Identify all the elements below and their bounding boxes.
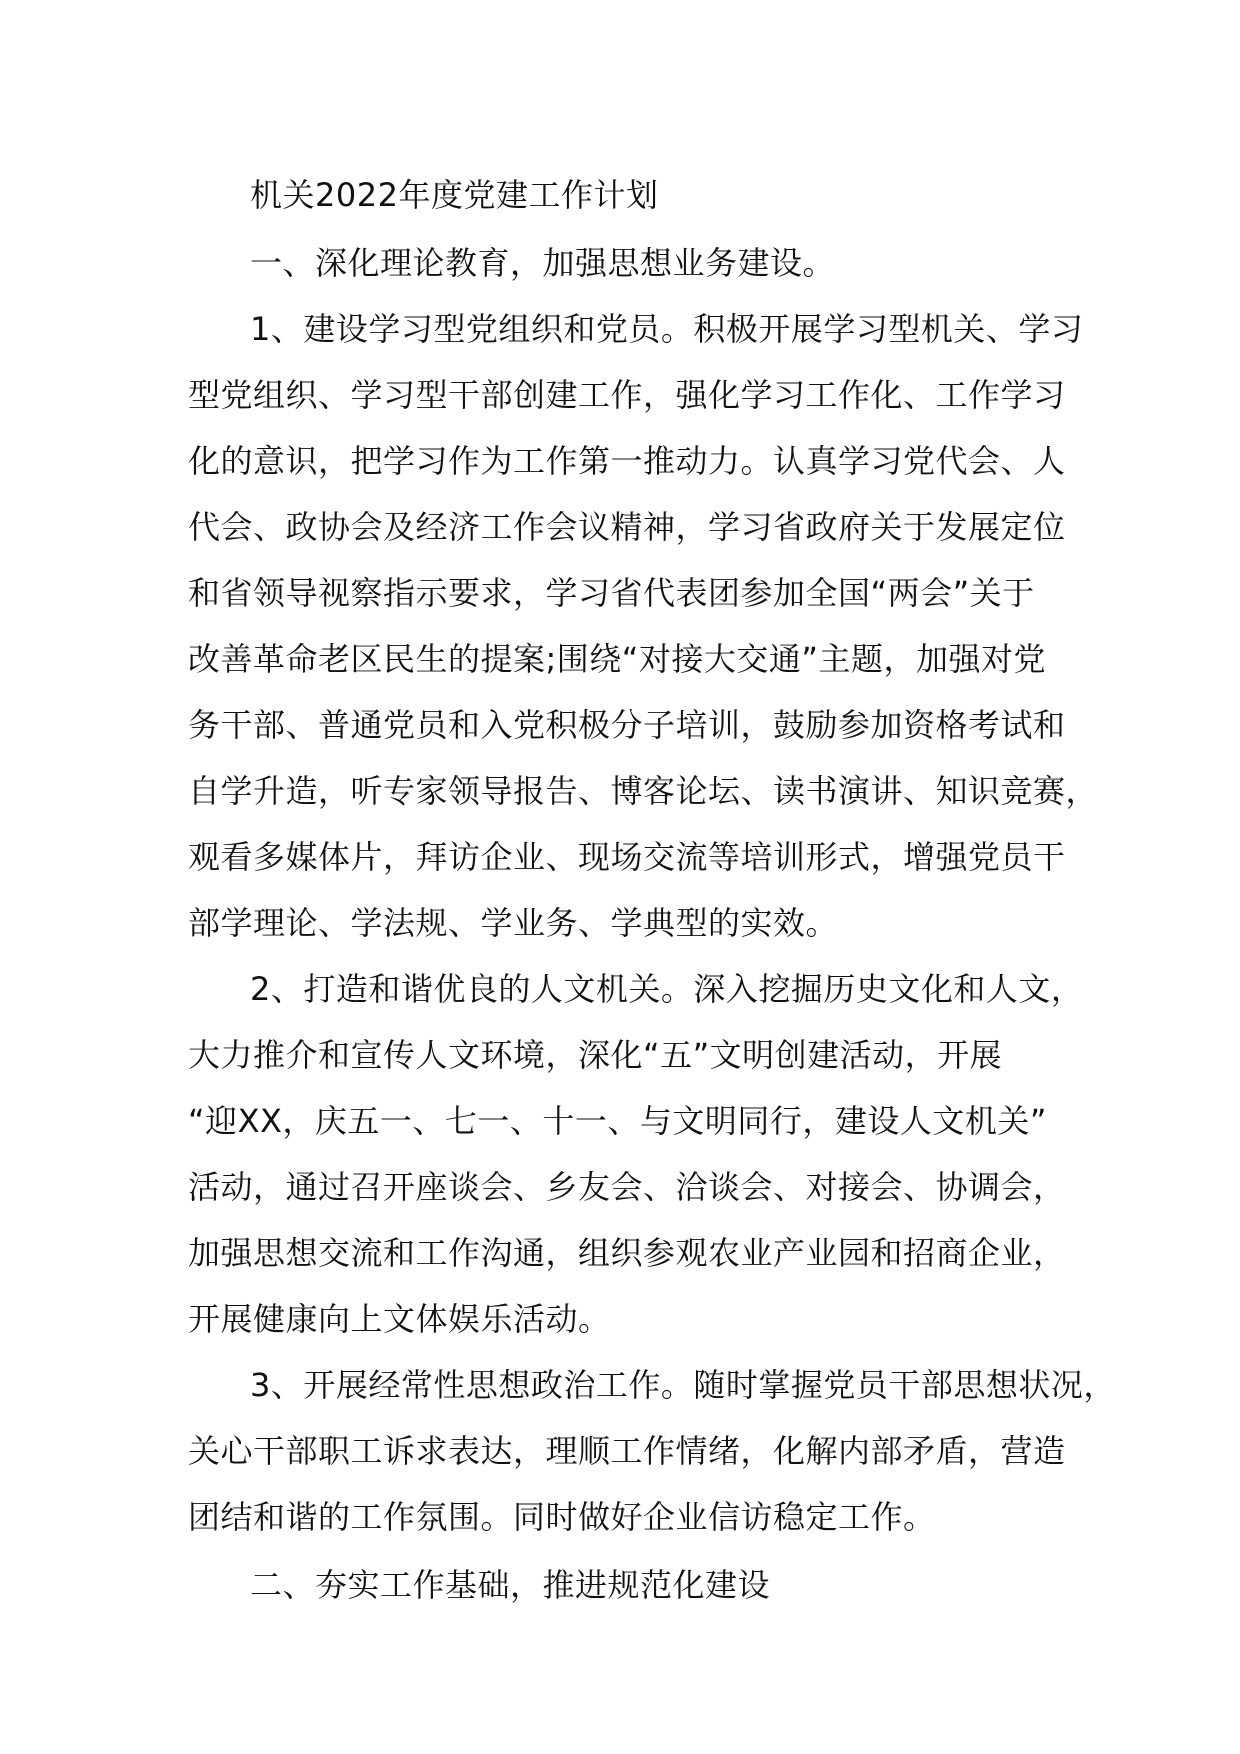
- paragraph-line: 加强思想交流和工作沟通，组织参观农业产业园和招商企业，: [188, 1234, 1066, 1272]
- paragraph-line: 自学升造，听专家领导报告、博客论坛、读书演讲、知识竞赛，: [188, 772, 1099, 810]
- section-heading: 一、深化理论教育，加强思想业务建设。: [250, 244, 836, 282]
- section-heading: 二、夯实工作基础，推进规范化建设: [250, 1566, 771, 1604]
- paragraph-line: 代会、政协会及经济工作会议精神，学习省政府关于发展定位: [188, 508, 1066, 546]
- paragraph-line: 和省领导视察指示要求，学习省代表团参加全国“两会”关于: [188, 574, 1035, 612]
- paragraph-line: 3、开展经常性思想政治工作。随时掌握党员干部思想状况，: [250, 1366, 1116, 1404]
- paragraph-line: 改善革命老区民生的提案;围绕“对接大交通”主题，加强对党: [188, 640, 1046, 678]
- paragraph-line: 开展健康向上文体娱乐活动。: [188, 1300, 611, 1338]
- paragraph-line: 务干部、普通党员和入党积极分子培训，鼓励参加资格考试和: [188, 706, 1066, 744]
- paragraph-line: 大力推介和宣传人文环境，深化“五”文明创建活动，开展: [188, 1036, 1003, 1074]
- paragraph-line: 活动，通过召开座谈会、乡友会、洽谈会、对接会、协调会，: [188, 1168, 1066, 1206]
- paragraph-line: 部学理论、学法规、学业务、学典型的实效。: [188, 904, 839, 942]
- paragraph-line: 2、打造和谐优良的人文机关。深入挖掘历史文化和人文，: [250, 970, 1084, 1008]
- paragraph-line: 观看多媒体片，拜访企业、现场交流等培训形式，增强党员干: [188, 838, 1066, 876]
- paragraph-line: 1、建设学习型党组织和党员。积极开展学习型机关、学习: [250, 310, 1084, 348]
- paragraph-line: “迎XX，庆五一、七一、十一、与文明同行，建设人文机关”: [188, 1102, 1048, 1140]
- paragraph-line: 化的意识，把学习作为工作第一推动力。认真学习党代会、人: [188, 442, 1066, 480]
- document-title: 机关2022年度党建工作计划: [250, 176, 659, 214]
- paragraph-line: 关心干部职工诉求表达，理顺工作情绪，化解内部矛盾，营造: [188, 1432, 1066, 1470]
- paragraph-line: 团结和谐的工作氛围。同时做好企业信访稳定工作。: [188, 1498, 936, 1536]
- paragraph-line: 型党组织、学习型干部创建工作，强化学习工作化、工作学习: [188, 376, 1066, 414]
